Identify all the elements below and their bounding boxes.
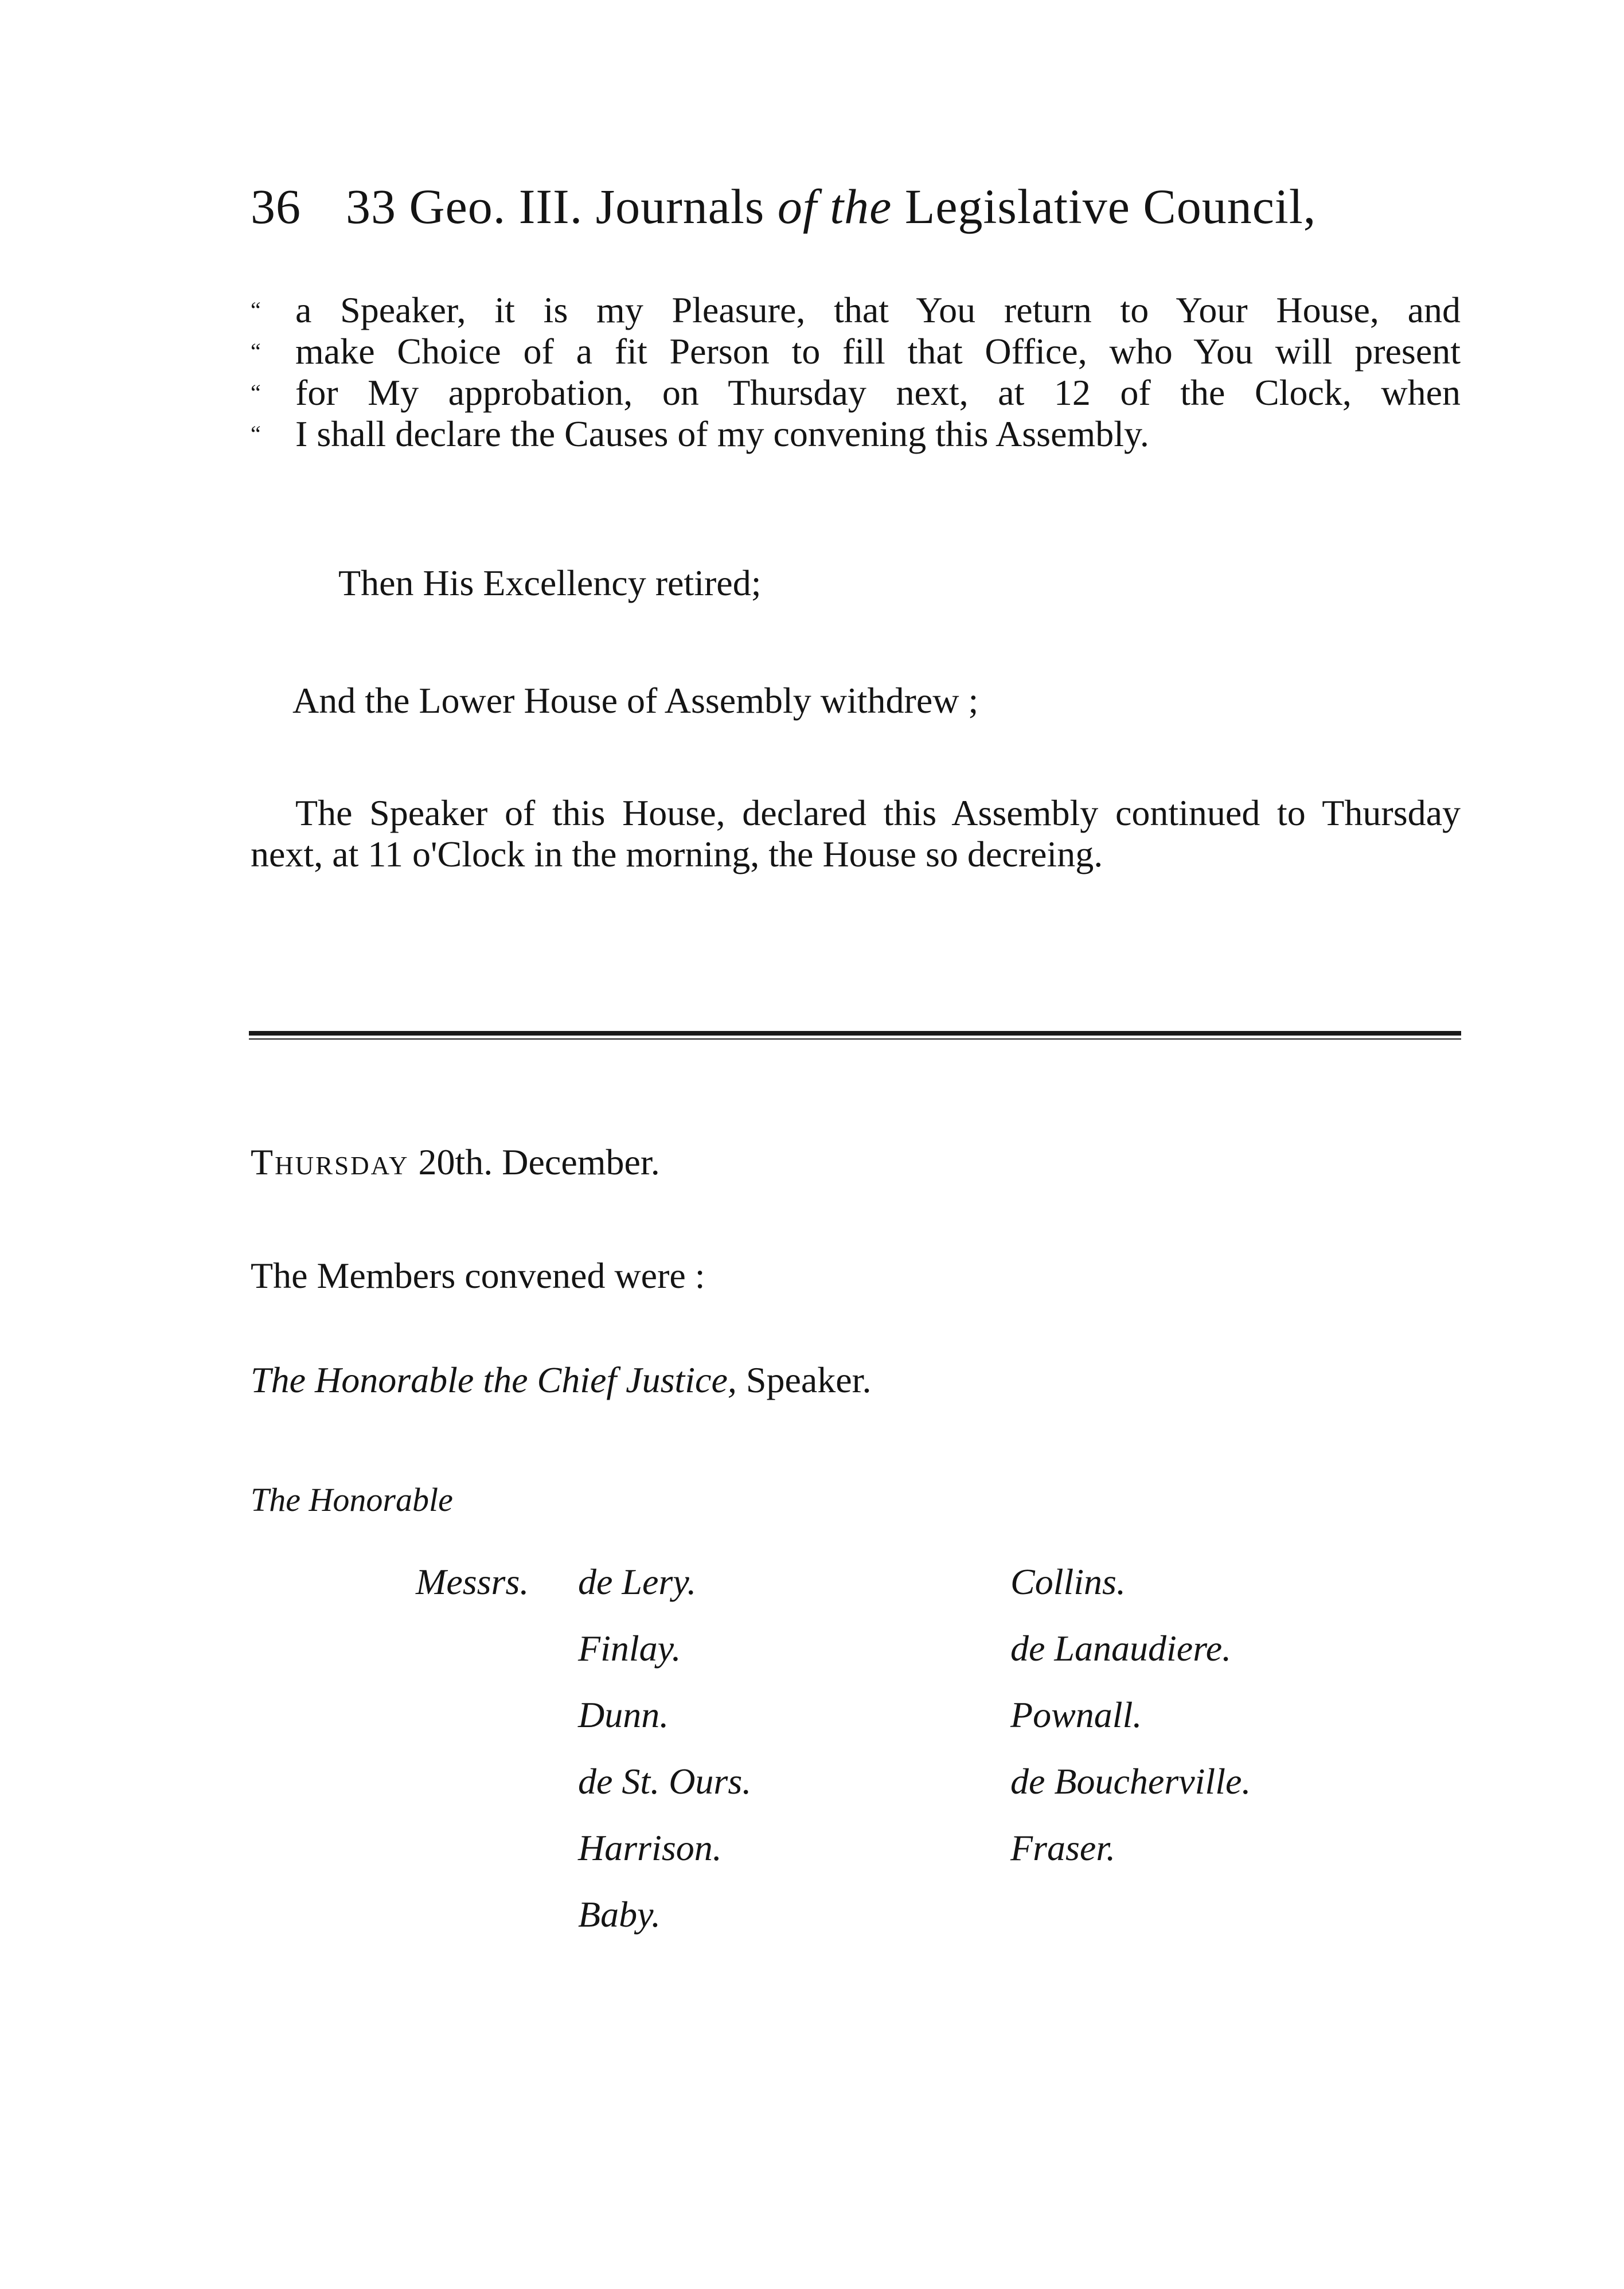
member-name: de Lanaudiere. (1010, 1628, 1232, 1669)
paragraph-withdrew: And the Lower House of Assembly withdrew ; (292, 680, 979, 721)
member-name: Fraser. (1010, 1827, 1116, 1868)
members-intro: The Members convened were : (251, 1255, 705, 1296)
chief-justice: The Honorable the Chief Justice, (251, 1360, 737, 1400)
quote-mark: “ (251, 421, 261, 447)
member-name: Finlay. (578, 1628, 681, 1669)
chief-justice-line (251, 1359, 871, 1401)
quote-mark: “ (251, 380, 261, 405)
quote-line (251, 290, 1461, 331)
member-name: Baby. (578, 1894, 661, 1935)
quote-line (251, 331, 1461, 372)
quote-line (251, 372, 1461, 413)
quote-line (251, 413, 1461, 455)
messrs-label: Messrs. (416, 1561, 529, 1602)
paragraph-retired: Then His Excellency retired; (338, 563, 762, 603)
quote-line-text: I shall declare the Causes of my convening this Assembly. (295, 413, 1149, 454)
page-number: 36 (251, 179, 301, 234)
member-name: Dunn. (578, 1694, 669, 1735)
paragraph-continued: The Speaker of this House, declared this Assembly continued to Thursday next, at 11 o'Clock in the morning, the House so decreing. (251, 792, 1461, 874)
regnal-year: 33 Geo. III. (346, 179, 583, 234)
session-day-date: 20th. December. (418, 1142, 660, 1182)
quote-mark: “ (251, 297, 261, 323)
honorable-heading: The Honorable (251, 1481, 453, 1518)
session-date (251, 1141, 660, 1183)
member-name: de Lery. (578, 1561, 697, 1602)
member-name: de Boucherville. (1010, 1761, 1251, 1802)
member-name: de St. Ours. (578, 1761, 752, 1802)
quoted-speech (251, 290, 1461, 456)
journal-title-of: of the (777, 179, 892, 234)
chief-justice-role: Speaker. (745, 1360, 872, 1400)
member-name: Harrison. (578, 1827, 722, 1868)
journal-title-council: Legislative Council, (904, 179, 1317, 234)
quote-line-text: a Speaker, it is my Pleasure, that You return to Your House, and (295, 290, 1461, 330)
section-divider (249, 1031, 1461, 1040)
session-day: Thursday (251, 1142, 409, 1182)
journal-title: Journals (595, 179, 765, 234)
member-name: Pownall. (1010, 1694, 1142, 1735)
quote-line-text: for My approbation, on Thursday next, at 12 of the Clock, when (295, 372, 1461, 413)
member-name: Collins. (1010, 1561, 1126, 1602)
quote-line-text: make Choice of a fit Person to fill that Office, who You will present (295, 331, 1461, 372)
running-head (251, 178, 1316, 235)
quote-mark: “ (251, 338, 261, 364)
